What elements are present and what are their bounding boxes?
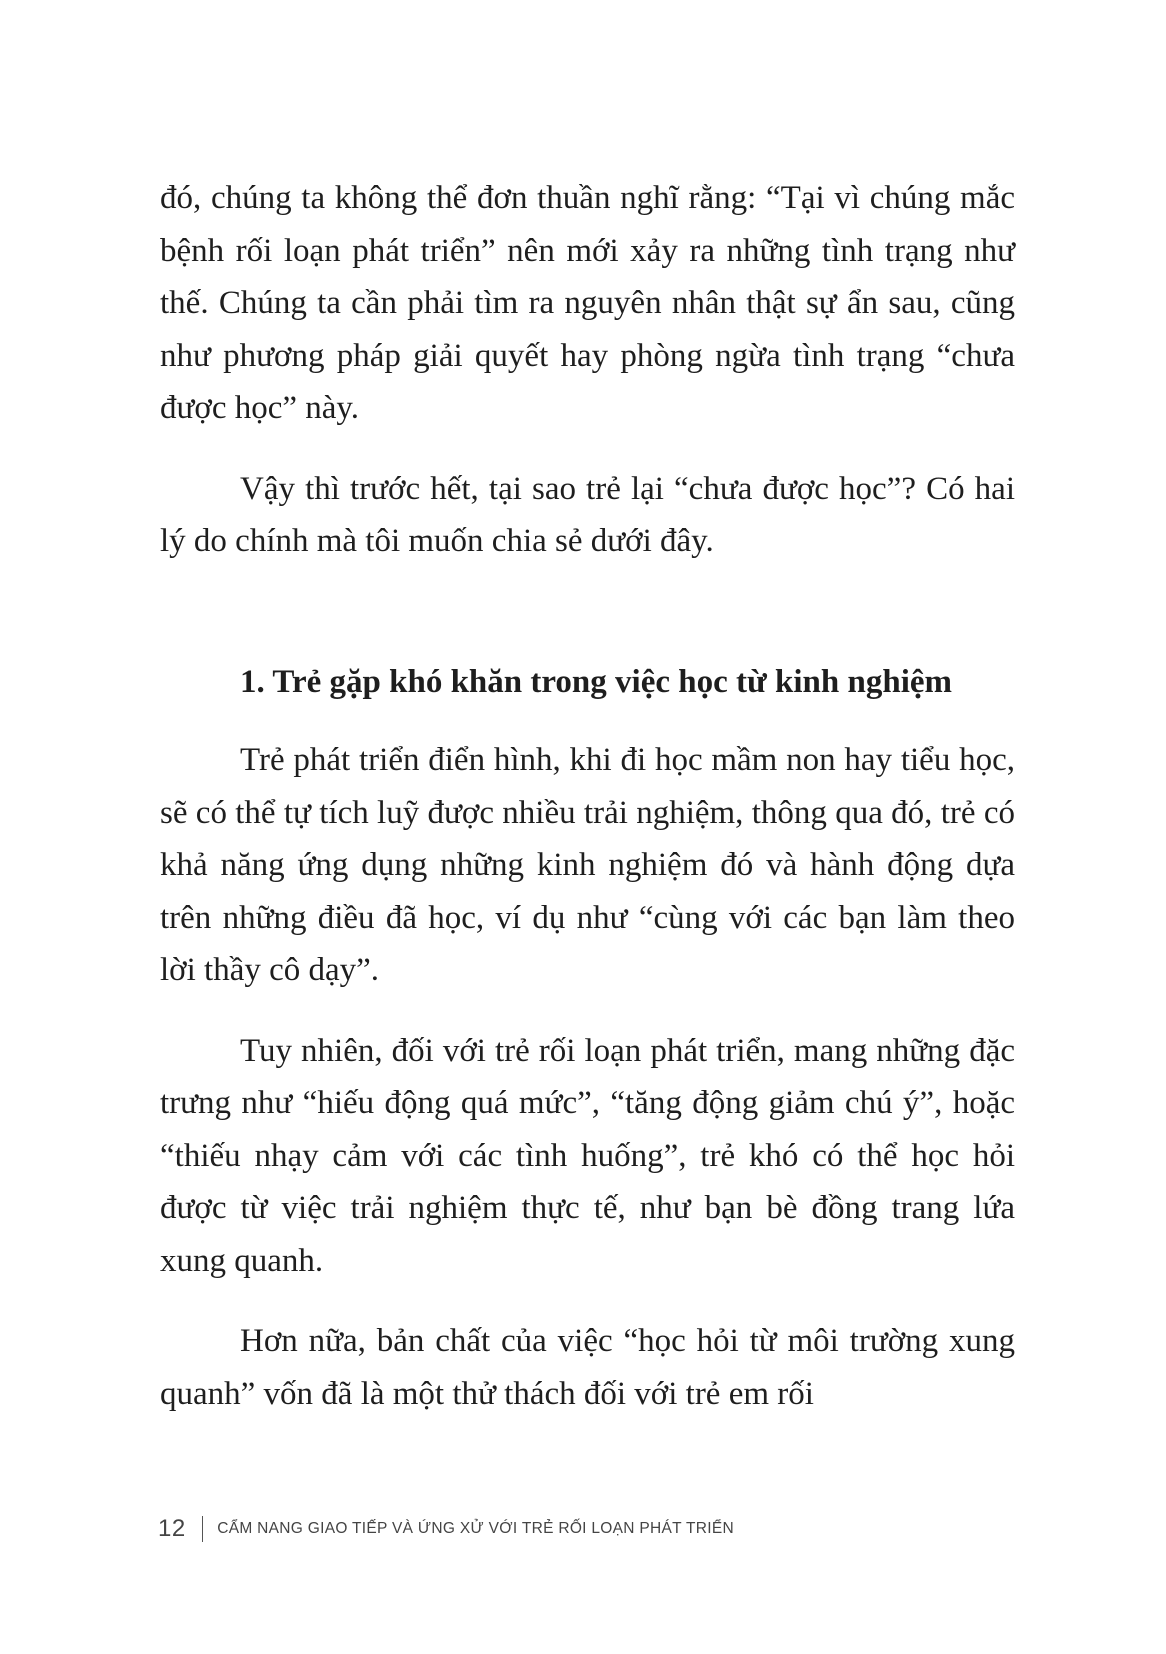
paragraph-typical-development: Trẻ phát triển điển hình, khi đi học mầm non hay tiểu học, sẽ có thể tự tích luỹ được nhiều trải nghiệm, thông qua đó, trẻ có khả năng ứng dụng những kinh nghiệm đó và hành động dựa trên những điều đã học, ví dụ như “cùng với các bạn làm theo lời thầy cô dạy”.: [160, 742, 1015, 988]
paragraph-continued: đó, chúng ta không thể đơn thuần nghĩ rằng: “Tại vì chúng mắc bệnh rối loạn phát triển” nên mới xảy ra những tình trạng như thế. Chúng ta cần phải tìm ra nguyên nhân thật sự ẩn sau, cũng như phương pháp giải quyết hay phòng ngừa tình trạng “chưa được học” này.: [160, 180, 1015, 426]
footer-divider: [202, 1516, 204, 1542]
running-title: CẨM NANG GIAO TIẾP VÀ ỨNG XỬ VỚI TRẺ RỐI LOẠN PHÁT TRIỂN: [217, 1520, 734, 1537]
section-heading: 1. Trẻ gặp khó khăn trong việc học từ kinh nghiệm: [240, 663, 953, 700]
page-footer: [158, 1515, 734, 1543]
paragraph-developmental-disorder: Tuy nhiên, đối với trẻ rối loạn phát triển, mang những đặc trưng như “hiếu động quá mức”, “tăng động giảm chú ý”, hoặc “thiếu nhạy cảm với các tình huống”, trẻ khó có thể học hỏi được từ việc trải nghiệm thực tế, như bạn bè đồng trang lứa xung quanh.: [160, 1032, 1015, 1279]
page-number: 12: [158, 1515, 186, 1542]
paragraph-environment-learning: Hơn nữa, bản chất của việc “học hỏi từ môi trường xung quanh” vốn đã là một thử thách đối với trẻ em rối: [160, 1323, 1015, 1412]
page-body: [160, 172, 1015, 1420]
paragraph-reasons-intro: Vậy thì trước hết, tại sao trẻ lại “chưa được học”? Có hai lý do chính mà tôi muốn chia sẻ dưới đây.: [160, 470, 1015, 559]
